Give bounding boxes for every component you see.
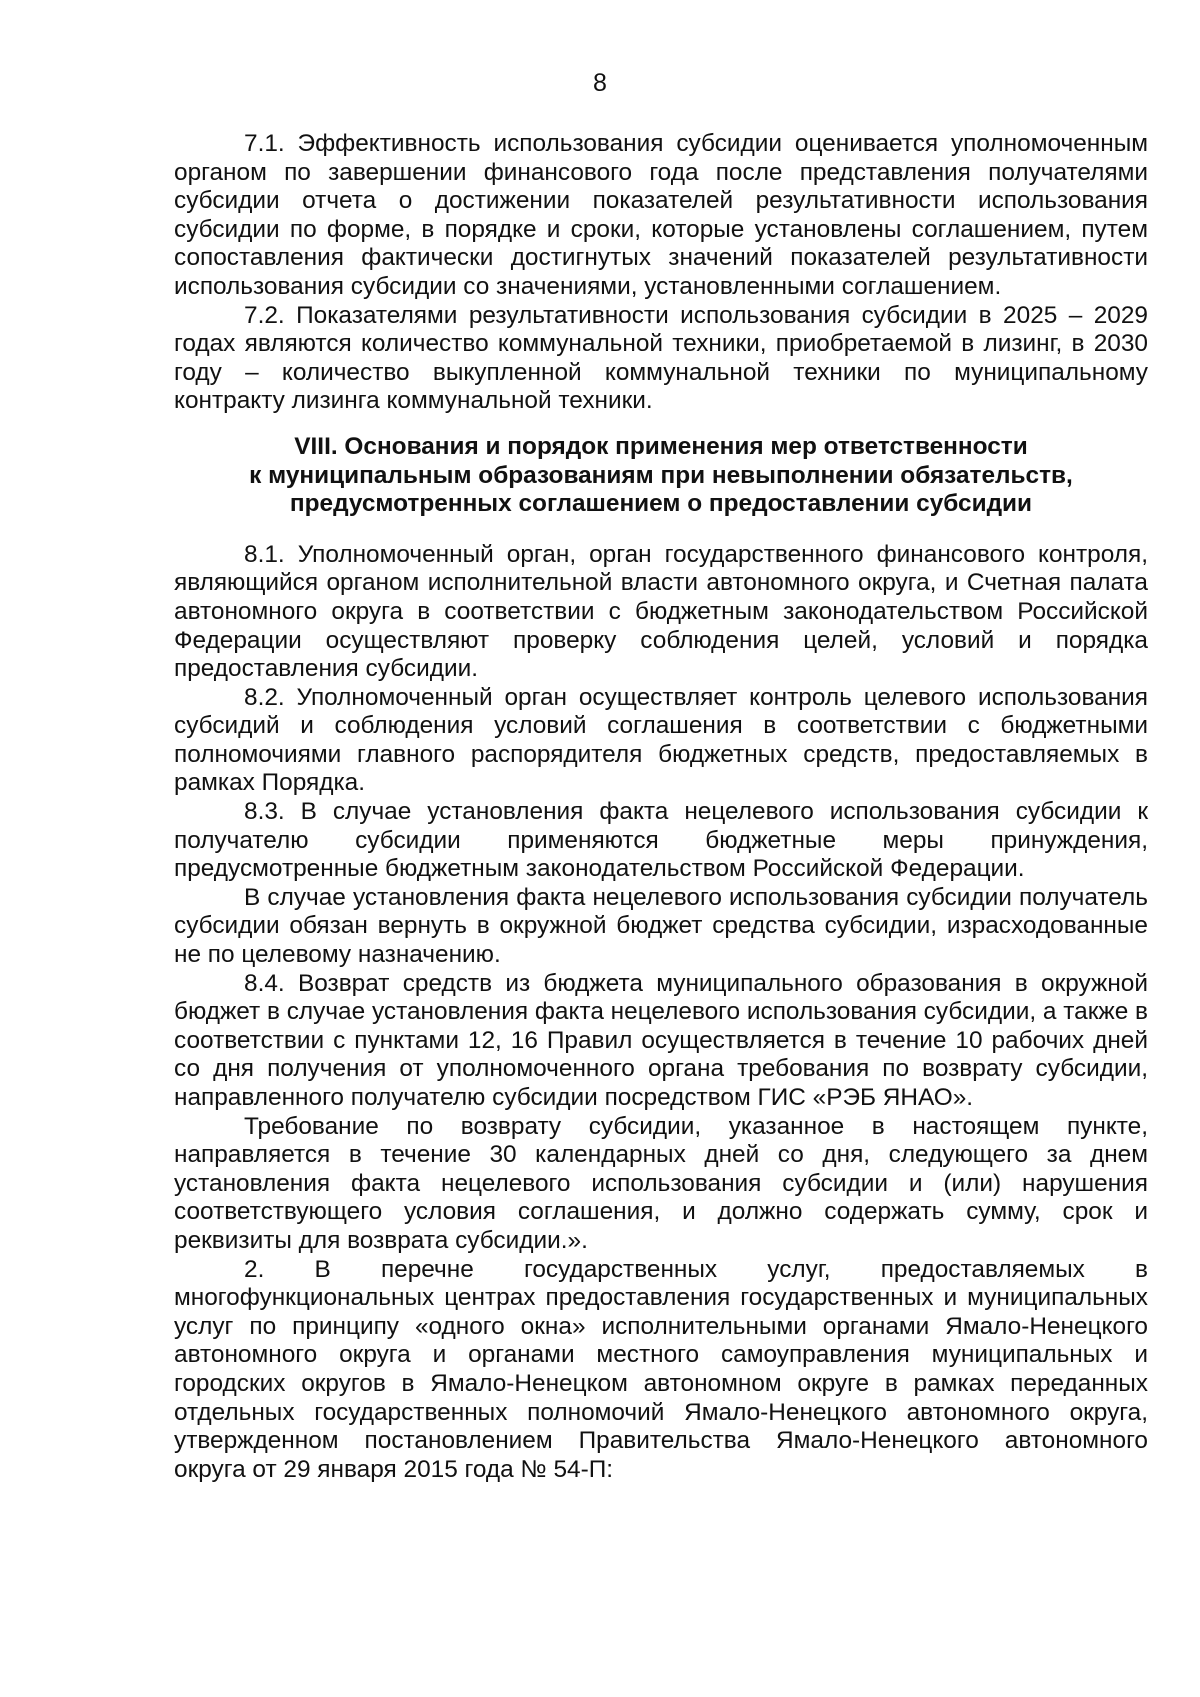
paragraph-7-2: 7.2. Показателями результативности использования субсидии в 2025 – 2029 годах являются количество коммунальной техники, приобретаемой в лизинг, в 2030 году – количество выкупленной коммунальной техники по муниципальному контракту лизинга коммунальной техники. (174, 301, 1148, 415)
paragraph-8-2: 8.2. Уполномоченный орган осуществляет контроль целевого использования субсидий и соблюдения условий соглашения в соответствии с бюджетными полномочиями главного распорядителя бюджетных средств, предоставляемых в рамках Порядка. (174, 683, 1148, 797)
section-heading (174, 433, 1148, 519)
paragraph-2: 2. В перечне государственных услуг, предоставляемых в многофункциональных центрах предоставления государственных и муниципальных услуг по принципу «одного окна» исполнительными органами Ямало-Ненецкого автономного округа и органами местного самоуправления муниципальных и городских округов в Ямало-Ненецком автономном округе в рамках переданных отдельных государственных полномочий Ямало-Ненецкого автономного округа, утвержденном постановлением Правительства Ямало-Ненецкого автономного округа от 29 января 2015 года № 54-П: (174, 1255, 1148, 1483)
paragraph-8-3-continued: В случае установления факта нецелевого использования субсидии получатель субсидии обязан вернуть в окружной бюджет средства субсидии, израсходованные не по целевому назначению. (174, 883, 1148, 969)
paragraph-7-1: 7.1. Эффективность использования субсидии оценивается уполномоченным органом по завершении финансового года после представления получателями субсидии отчета о достижении показателей результативности использования субсидии по форме, в порядке и сроки, которые установлены соглашением, путем сопоставления фактически достигнутых значений показателей результативности использования субсидии со значениями, установленными соглашением. (174, 130, 1148, 300)
paragraph-8-4-continued: Требование по возврату субсидии, указанное в настоящем пункте, направляется в течение 30 календарных дней со дня, следующего за днем установления факта нецелевого использования субсидии и (или) нарушения соответствующего условия соглашения, и должно содержать сумму, срок и реквизиты для возврата субсидии.». (174, 1112, 1148, 1254)
paragraph-8-3: 8.3. В случае установления факта нецелевого использования субсидии к получателю субсидии применяются бюджетные меры принуждения, предусмотренные бюджетным законодательством Российской Федерации. (174, 798, 1148, 883)
paragraph-8-1: 8.1. Уполномоченный орган, орган государственного финансового контроля, являющийся органом исполнительной власти автономного округа, и Счетная палата автономного округа в соответствии с бюджетным законодательством Российской Федерации осуществляют проверку соблюдения целей, условий и порядка предоставления субсидии. (174, 540, 1148, 683)
page-number: 8 (593, 69, 607, 97)
section-heading-line: VIII. Основания и порядок применения мер ответственности (294, 432, 1028, 460)
section-heading-line: к муниципальным образованиям при невыполнении обязательств, (249, 461, 1073, 489)
section-heading-line: предусмотренных соглашением о предоставлении субсидии (289, 490, 1033, 518)
document-body (174, 130, 1148, 1484)
paragraph-8-4: 8.4. Возврат средств из бюджета муниципального образования в окружной бюджет в случае установления факта нецелевого использования субсидии, а также в соответствии с пунктами 12, 16 Правил осуществляется в течение 10 рабочих дней со дня получения от уполномоченного органа требования по возврату субсидии, направленного получателю субсидии посредством ГИС «РЭБ ЯНАО». (174, 969, 1148, 1111)
